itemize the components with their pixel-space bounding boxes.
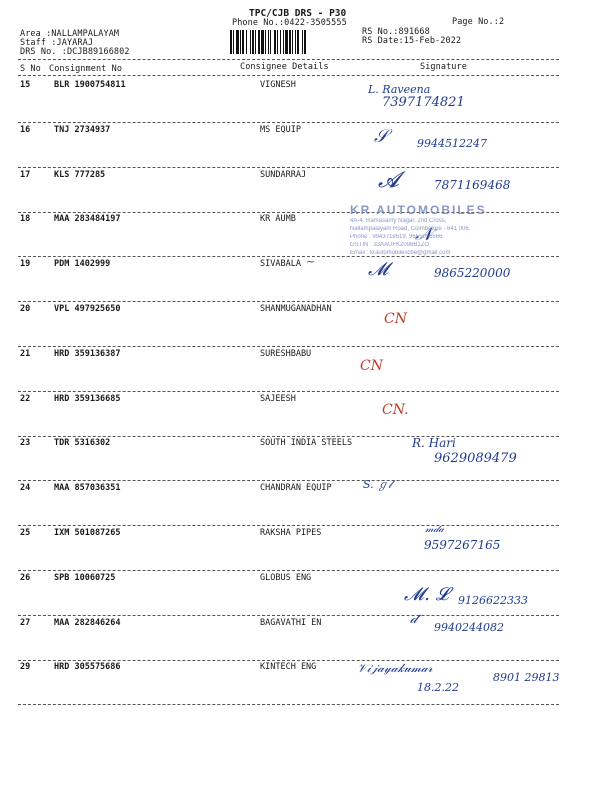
- row-sno: 16: [20, 125, 31, 135]
- row-sno: 20: [20, 304, 31, 314]
- signature-27-mark: 𝒹: [410, 611, 418, 627]
- table-row: [0, 125, 600, 169]
- rs-date: RS Date:15-Feb-2022: [362, 36, 462, 46]
- row-sno: 26: [20, 573, 31, 583]
- signature-29-phone: 8901 29813: [493, 671, 560, 684]
- signature-15-phone: 7397174821: [382, 95, 465, 110]
- phone-number: Phone No.:0422-3505555: [232, 18, 347, 28]
- row-sno: 21: [20, 349, 31, 359]
- row-consignment-no: BLR 1900754811: [54, 80, 126, 90]
- signature-23-phone: 9629089479: [434, 451, 517, 466]
- stamp-email: Email : krautomobilescbe@gmail.com: [350, 250, 451, 256]
- row-divider: [18, 346, 559, 347]
- row-consignment-no: MAA 282846264: [54, 618, 121, 628]
- row-divider: [18, 615, 559, 616]
- signature-25-mark: 𝓂𝒹𝒶: [425, 524, 445, 535]
- signature-29-date: 18.2.22: [417, 681, 459, 694]
- row-sno: 29: [20, 662, 31, 672]
- row-consignment-no: MAA 857036351: [54, 483, 121, 493]
- column-header-consignee: Consignee Details: [240, 62, 329, 72]
- rs-number: RS No.:891668: [362, 27, 430, 37]
- row-consignment-no: TDR 5316302: [54, 438, 111, 448]
- signature-23-name: R. Hari: [412, 436, 456, 450]
- document-title: TPC/CJB DRS - P30: [249, 8, 347, 19]
- row-consignment-no: PDM 1402999: [54, 259, 111, 269]
- signature-19-mark: 𝓜: [368, 259, 389, 280]
- row-consignment-no: HRD 305575686: [54, 662, 121, 672]
- row-sno: 24: [20, 483, 31, 493]
- row-sno: 18: [20, 214, 31, 224]
- signature-19-phone: 9865220000: [434, 266, 511, 280]
- row-consignee: SIVABALA: [260, 259, 301, 269]
- page-number: Page No.:2: [452, 17, 505, 27]
- row-consignee: CHANDRAN EQUIP: [260, 483, 332, 493]
- stamp-gstin: GSTIN : 33AAUFK2098B1ZO: [350, 242, 430, 248]
- row-consignment-no: SPB 10060725: [54, 573, 116, 583]
- row-consignment-no: TNJ 2734937: [54, 125, 111, 135]
- row-sno: 15: [20, 80, 31, 90]
- table-row: [0, 483, 600, 527]
- stamp-phone: Phone : 9943719519, 9655055566: [350, 234, 443, 240]
- row-consignee: KR AUMB: [260, 214, 296, 224]
- signature-20-mark: CN: [384, 311, 407, 327]
- row-consignee: SAJEESH: [260, 394, 296, 404]
- row-sno: 17: [20, 170, 31, 180]
- signature-18-mark: 𝒩: [415, 224, 433, 245]
- row-divider: [18, 570, 559, 571]
- column-header-consignment: Consignment No: [49, 64, 123, 74]
- signature-19-tick: ~: [306, 255, 316, 268]
- column-header-sno: S No: [20, 64, 41, 74]
- row-consignment-no: HRD 359136387: [54, 349, 121, 359]
- row-consignment-no: HRD 359136685: [54, 394, 121, 404]
- signature-16-mark: 𝒮: [374, 126, 388, 147]
- row-consignment-no: MAA 283484197: [54, 214, 121, 224]
- row-divider: [18, 167, 559, 168]
- signature-26-phone: 9126622333: [458, 594, 528, 607]
- table-row: [0, 618, 600, 662]
- row-consignee: KINTECH ENG: [260, 662, 317, 672]
- row-divider: [18, 660, 559, 661]
- signature-22-mark: CN.: [382, 402, 409, 418]
- table-row: [0, 662, 600, 706]
- row-sno: 25: [20, 528, 31, 538]
- row-divider: [18, 480, 559, 481]
- drs-number: DRS No. :DCJB89166802: [20, 47, 130, 57]
- signature-29-mark: 𝒱𝒾𝒿𝒶𝓎𝒶𝓀𝓊𝓂𝒶𝓇: [357, 661, 433, 675]
- signature-24-mark: S. ℊ𝓁: [363, 478, 392, 491]
- table-row: [0, 528, 600, 572]
- signature-17-phone: 7871169468: [434, 178, 511, 192]
- row-divider: [18, 391, 559, 392]
- row-consignee: SHANMUGANADHAN: [260, 304, 332, 314]
- signature-16-phone: 9944512247: [417, 137, 487, 150]
- staff-label: Staff :JAYARAJ: [20, 38, 94, 48]
- row-sno: 27: [20, 618, 31, 628]
- row-divider: [18, 301, 559, 302]
- row-consignee: BAGAVATHI EN: [260, 618, 322, 628]
- row-consignee: GLOBUS ENG: [260, 573, 312, 583]
- stamp-address-line2: Nallampalayam Road, Coimbatore - 641 006.: [350, 226, 471, 232]
- row-consignee: MS EQUIP: [260, 125, 301, 135]
- column-header-signature: Signature: [420, 62, 467, 72]
- table-row: [0, 304, 600, 348]
- row-consignee: RAKSHA PIPES: [260, 528, 322, 538]
- stamp-company-name: KR AUTOMOBILES: [350, 203, 487, 217]
- row-consignee: SOUTH INDIA STEELS: [260, 438, 353, 448]
- row-divider: [18, 525, 559, 526]
- row-consignment-no: KLS 777285: [54, 170, 106, 180]
- signature-27-phone: 9940244082: [434, 621, 504, 634]
- stamp-address-line1: 4A-4, Ramasamy Nagar, 2nd Cross,: [350, 218, 447, 224]
- row-divider: [18, 122, 559, 123]
- signature-17-mark: 𝓐: [378, 168, 400, 193]
- row-divider: [18, 436, 559, 437]
- table-row: [0, 80, 600, 124]
- signature-21-mark: CN: [360, 358, 383, 374]
- company-stamp: [350, 203, 550, 257]
- barcode: [230, 30, 338, 54]
- signature-25-phone: 9597267165: [424, 538, 501, 552]
- signature-26-mark: 𝓜. 𝓛: [404, 584, 449, 605]
- row-consignment-no: VPL 497925650: [54, 304, 121, 314]
- row-consignee: VIGNESH: [260, 80, 296, 90]
- row-consignee: SUNDARRAJ: [260, 170, 307, 180]
- row-sno: 23: [20, 438, 31, 448]
- table-row: [0, 349, 600, 393]
- row-sno: 22: [20, 394, 31, 404]
- row-consignee: SURESHBABU: [260, 349, 312, 359]
- barcode-bar: [306, 30, 307, 54]
- row-divider: [18, 704, 559, 705]
- area-label: Area :NALLAMPALAYAM: [20, 29, 120, 39]
- row-sno: 19: [20, 259, 31, 269]
- table-row: [0, 394, 600, 438]
- signature-15-name: L. Raveena: [368, 83, 431, 96]
- row-consignment-no: IXM 501087265: [54, 528, 121, 538]
